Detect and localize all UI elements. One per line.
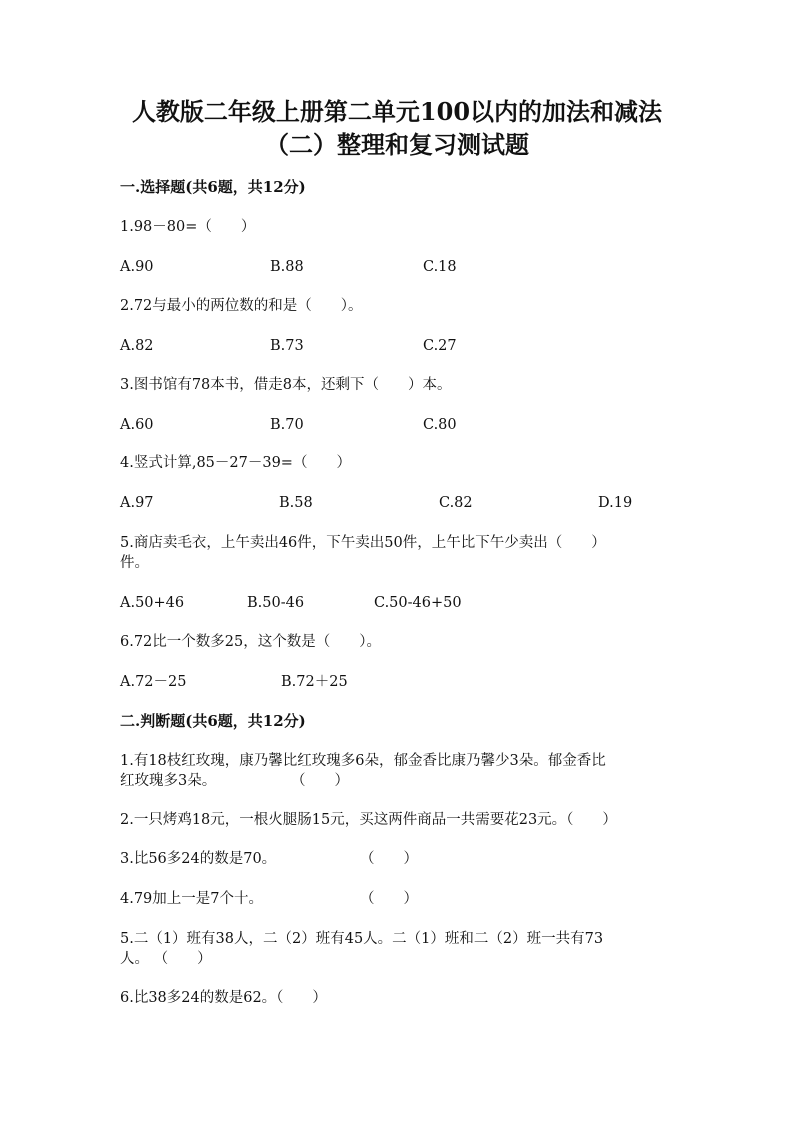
s2-q5-text-line1: 5.二（1）班有38人，二（2）班有45人。二（1）班和二（2）班一共有73 — [120, 931, 604, 947]
section1-heading: 一.选择题(共6题，共12分) — [120, 178, 306, 196]
s1-q1-text: 1.98－80=（ ） — [120, 219, 256, 235]
s1-q1-option-a: A.90 — [120, 259, 154, 275]
s2-q6-text: 6.比38多24的数是62。（ ） — [120, 990, 327, 1006]
s2-q4-text: 4.79加上一是7个十。 — [120, 891, 264, 907]
s1-q3-option-b: B.70 — [270, 417, 304, 433]
s1-q5-option-c: C.50-46+50 — [374, 595, 462, 611]
s1-q4-option-a: A.97 — [120, 495, 154, 511]
s1-q6-option-b: B.72＋25 — [281, 674, 348, 690]
s1-q1-option-c: C.18 — [423, 259, 457, 275]
section2-heading: 二.判断题(共6题，共12分) — [120, 712, 306, 730]
s1-q4-option-c: C.82 — [439, 495, 473, 511]
s1-q6-text: 6.72比一个数多25，这个数是（ ）。 — [120, 634, 381, 650]
s1-q4-text: 4.竖式计算,85－27－39=（ ） — [120, 455, 351, 471]
s1-q2-option-c: C.27 — [423, 338, 457, 354]
s1-q5-option-b: B.50-46 — [247, 595, 305, 611]
s1-q4-option-d: D.19 — [598, 495, 633, 511]
s1-q3-option-a: A.60 — [120, 417, 154, 433]
page-title-line2: （二）整理和复习测试题 — [265, 130, 529, 159]
s1-q3-text: 3.图书馆有78本书，借走8本，还剩下（ ）本。 — [120, 377, 452, 393]
s1-q3-option-c: C.80 — [423, 417, 457, 433]
s1-q2-option-a: A.82 — [120, 338, 154, 354]
s1-q5-text-line1: 5.商店卖毛衣，上午卖出46件，下午卖出50件，上午比下午少卖出（ ） — [120, 535, 606, 551]
page-title-line1: 人教版二年级上册第二单元100以内的加法和减法 — [131, 97, 663, 126]
s2-q4-blank: （ ） — [360, 891, 418, 907]
s2-q1-text-line2: 红玫瑰多3朵。 — [120, 773, 217, 789]
s2-q5-text-line2: 人。 （ ） — [120, 951, 212, 967]
s1-q5-option-a: A.50+46 — [120, 595, 185, 611]
s1-q4-option-b: B.58 — [279, 495, 313, 511]
s1-q5-text-line2: 件。 — [120, 555, 149, 571]
s1-q2-text: 2.72与最小的两位数的和是（ ）。 — [120, 298, 363, 314]
s2-q3-text: 3.比56多24的数是70。 — [120, 851, 277, 867]
s2-q3-blank: （ ） — [360, 851, 418, 867]
s2-q2-text: 2.一只烤鸡18元，一根火腿肠15元，买这两件商品一共需要花23元。（ ） — [120, 812, 617, 828]
s2-q1-text-line1: 1.有18枝红玫瑰，康乃馨比红玫瑰多6朵，郁金香比康乃馨少3朵。郁金香比 — [120, 753, 606, 769]
s1-q2-option-b: B.73 — [270, 338, 304, 354]
s1-q6-option-a: A.72－25 — [120, 674, 187, 690]
s2-q1-blank: （ ） — [291, 773, 349, 789]
s1-q1-option-b: B.88 — [270, 259, 304, 275]
